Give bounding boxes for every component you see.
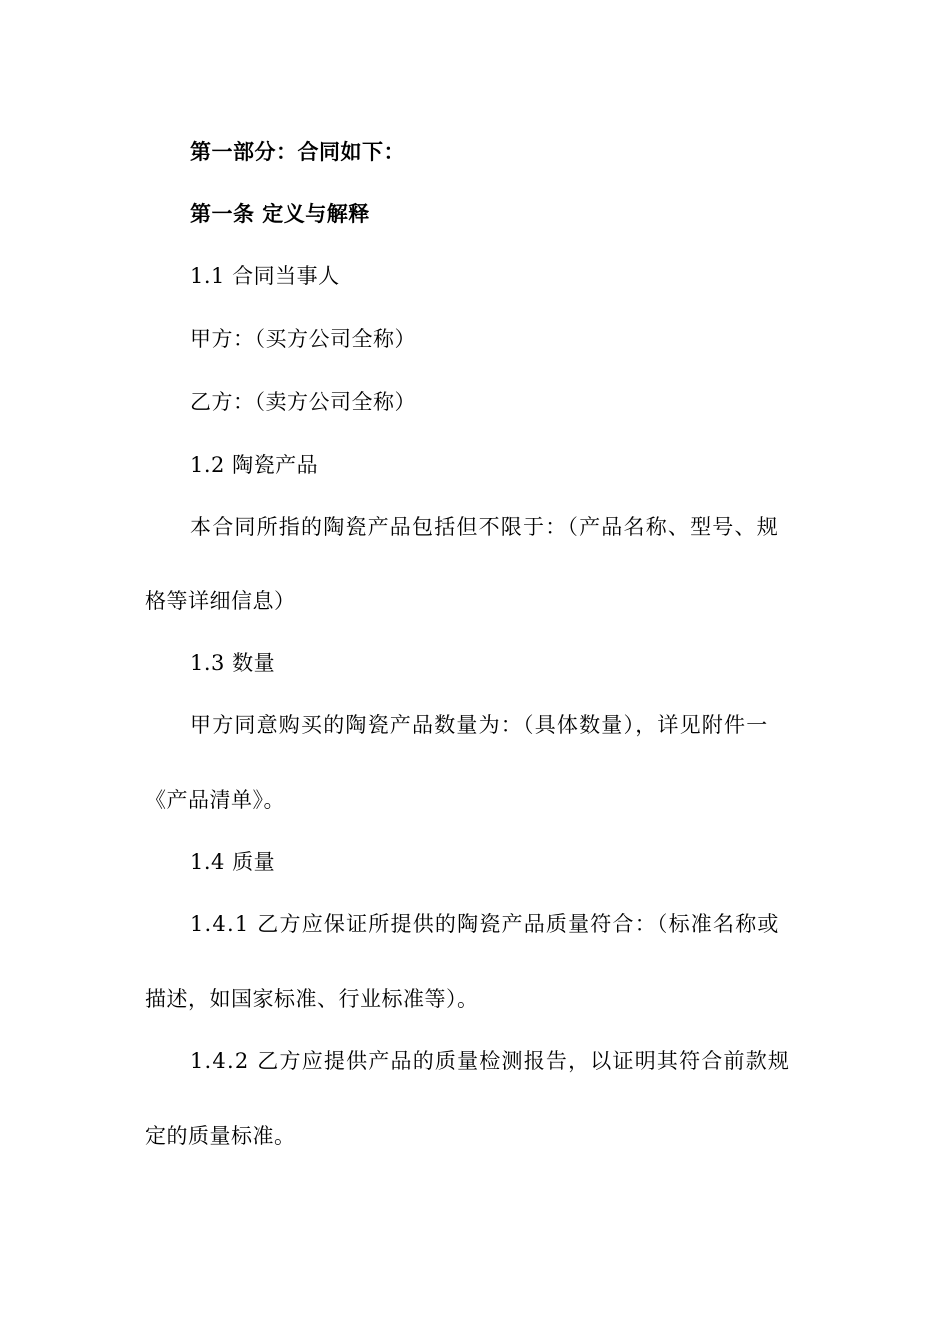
section-1-3-title: 1.3 数量 (190, 651, 276, 675)
section-1-2-title: 1.2 陶瓷产品 (190, 453, 319, 477)
section-1-4-1-line2: 描述，如国家标准、行业标准等）。 (145, 987, 479, 1011)
section-1-3-text-line2: 《产品清单》。 (145, 788, 285, 812)
section-1-4-title: 1.4 质量 (190, 850, 276, 874)
part-heading: 第一部分：合同如下： (190, 140, 405, 164)
article-heading: 第一条 定义与解释 (190, 202, 370, 226)
section-1-3-text-line1: 甲方同意购买的陶瓷产品数量为：（具体数量），详见附件一 (190, 713, 769, 737)
section-1-2-text-line1: 本合同所指的陶瓷产品包括但不限于：（产品名称、型号、规 (190, 515, 779, 539)
section-1-4-2-line2: 定的质量标准。 (145, 1124, 296, 1148)
section-1-4-2-line1: 1.4.2 乙方应提供产品的质量检测报告，以证明其符合前款规 (190, 1049, 791, 1073)
section-1-4-1-line1: 1.4.1 乙方应保证所提供的陶瓷产品质量符合：（标准名称或 (190, 912, 780, 936)
party-a-line: 甲方：（买方公司全称） (190, 327, 416, 351)
party-b-line: 乙方：（卖方公司全称） (190, 390, 416, 414)
section-1-1-title: 1.1 合同当事人 (190, 264, 340, 288)
section-1-2-text-line2: 格等详细信息） (145, 589, 296, 613)
